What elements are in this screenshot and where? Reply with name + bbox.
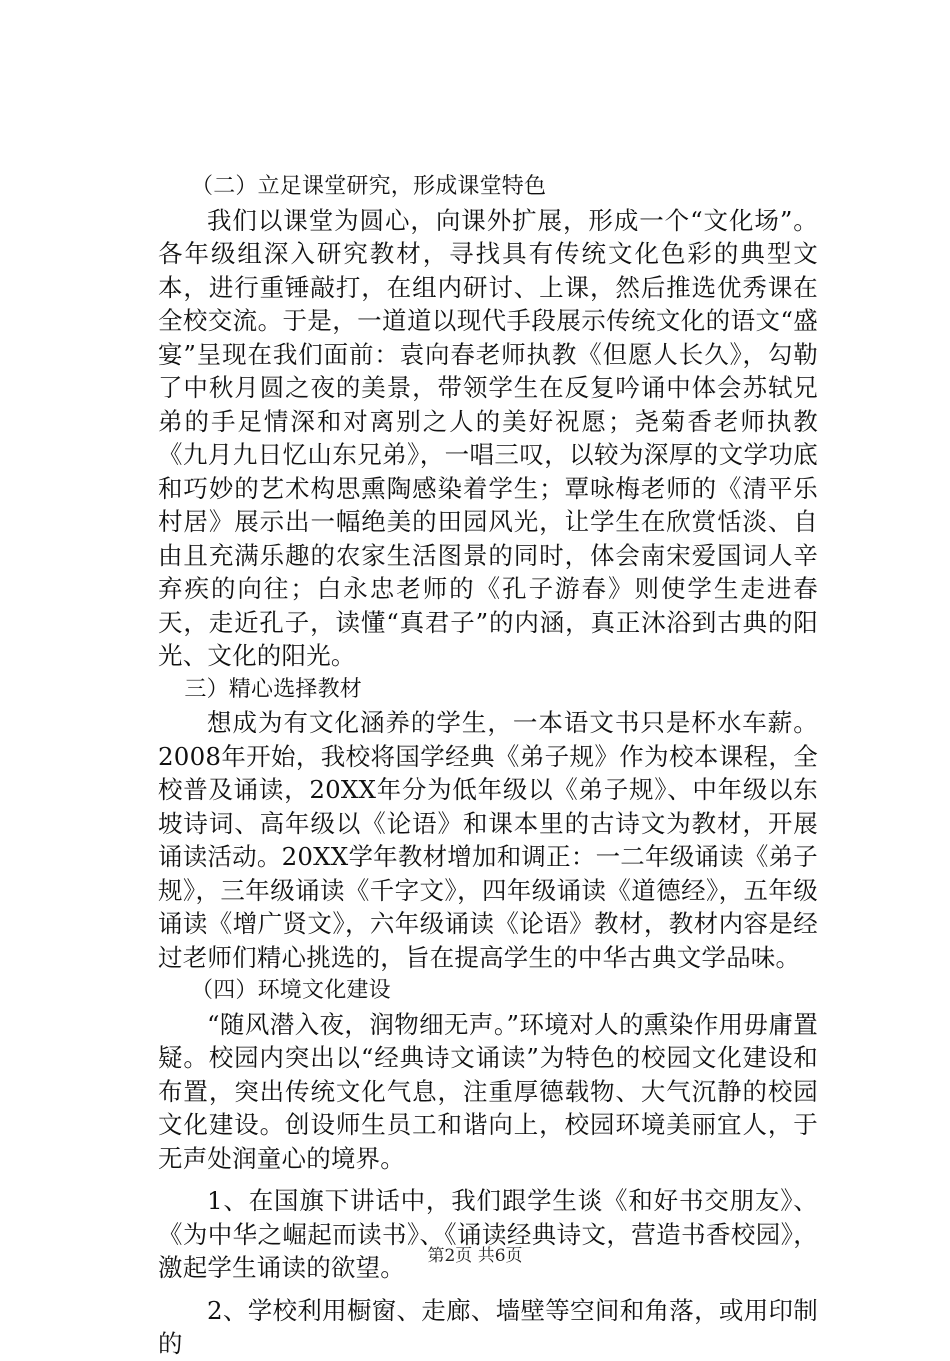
section-heading-3: 三）精心选择教材 <box>184 676 362 702</box>
document-body <box>158 170 818 1361</box>
page-footer <box>0 1245 950 1267</box>
paragraph-item-2: 2、学校利用橱窗、走廊、墙壁等空间和角落，或用印制的 <box>158 1295 818 1358</box>
section-heading-2: （二）立足课堂研究，形成课堂特色 <box>191 174 547 199</box>
paragraph-classroom-research: 我们以课堂为圆心，向课外扩展，形成一个“文化场”。各年级组深入研究教材，寻找具有传统文化色彩的典型文本，进行重锤敲打，在组内研讨、上课，然后推选优秀课在全校交流。于是，一道道以现代手段展示传统文化的语文“盛宴”呈现在我们面前：袁向春老师执教《但愿人长久》，勾勒了中秋月圆之夜的美景，带领学生在反复吟诵中体会苏轼兄弟的手足情深和对离别之人的美好祝愿；尧菊香老师执教《九月九日忆山东兄弟》，一唱三叹，以较为深厚的文学功底和巧妙的艺术构思熏陶感染着学生；覃咏梅老师的《清平乐村居》展示出一幅绝美的田园风光，让学生在欣赏恬淡、自由且充满乐趣的农家生活图景的同时，体会南宋爱国词人辛弃疾的向往；白永忠老师的《孔子游春》则使学生走进春天，走近孔子，读懂“真君子”的内涵，真正沐浴到古典的阳光、文化的阳光。 <box>158 205 818 670</box>
paragraph-environment-culture: “随风潜入夜，润物细无声。”环境对人的熏染作用毋庸置疑。校园内突出以“经典诗文诵读”为特色的校园文化建设和布置，突出传统文化气息，注重厚德载物、大气沉静的校园文化建设。创设师生员工和谐向上，校园环境美丽宜人，于无声处润童心的境界。 <box>158 1009 818 1173</box>
paragraph-teaching-materials: 想成为有文化涵养的学生，一本语文书只是杯水车薪。2008年开始，我校将国学经典《弟子规》作为校本课程，全校普及诵读，20XX年分为低年级以《弟子规》、中年级以东坡诗词、高年级以《论语》和课本里的古诗文为教材，开展诵读活动。20XX学年教材增加和调正：一二年级诵读《弟子规》，三年级诵读《千字文》，四年级诵读《道德经》，五年级诵读《增广贤文》，六年级诵读《论语》教材，教材内容是经过老师们精心挑选的，旨在提高学生的中华古典文学品味。 <box>158 708 818 972</box>
section-heading-4: （四）环境文化建设 <box>191 978 391 1003</box>
page-number-label: 第2页 共6页 <box>427 1246 523 1266</box>
paragraph-item-1: 1、在国旗下讲话中，我们跟学生谈《和好书交朋友》、《为中华之崛起而读书》、《诵读经典诗文，营造书香校园》，激起学生诵读的欲望。 <box>158 1186 818 1282</box>
